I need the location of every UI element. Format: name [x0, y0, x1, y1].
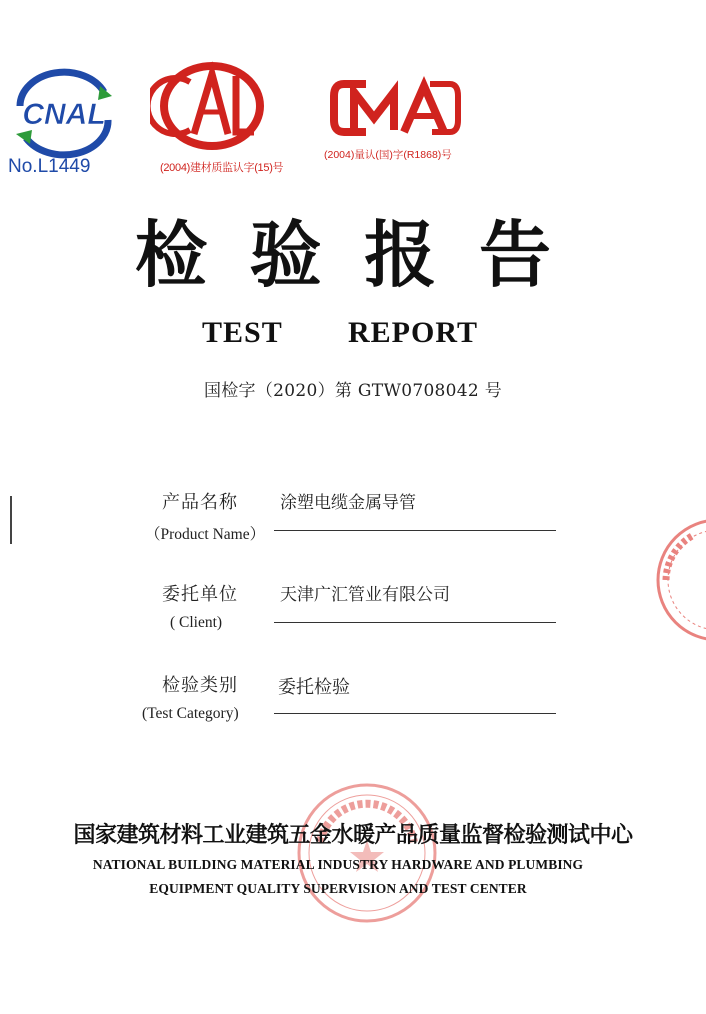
field-value: 涂塑电缆金属导管	[280, 493, 416, 513]
report-title-english-test: TEST	[202, 316, 283, 349]
official-seal-icon	[296, 782, 438, 924]
cnal-emblem-icon	[4, 66, 124, 166]
field-client	[0, 580, 706, 640]
field-product-name	[0, 488, 706, 548]
title-char-2: 验	[249, 212, 322, 297]
organization-name-chinese: 国家建筑材料工业建筑五金水暖产品质量监督检验测试中心	[73, 823, 633, 848]
title-char-3: 报	[364, 212, 437, 297]
organization-name-english-line-2: EQUIPMENT QUALITY SUPERVISION AND TEST CENTER	[149, 881, 527, 896]
official-seal-partial-icon	[652, 516, 706, 646]
cal-emblem-icon	[150, 60, 280, 160]
report-number: 国检字（2020）第 GTW0708042 号	[203, 381, 503, 401]
field-label-chinese: 委托单位	[162, 584, 238, 605]
field-underline	[274, 530, 556, 531]
organization-name-english-line-1: NATIONAL BUILDING MATERIAL INDUSTRY HARDWARE AND PLUMBING	[92, 857, 584, 872]
report-title-chinese	[128, 212, 558, 298]
title-char-4: 告	[478, 212, 551, 297]
title-char-1: 检	[134, 212, 207, 297]
report-title-english-report: REPORT	[348, 316, 478, 349]
field-label-english: （Product Name）	[145, 526, 266, 543]
field-test-category	[0, 671, 706, 731]
field-underline	[274, 713, 556, 714]
cnal-accreditation-number: No.L1449	[8, 156, 91, 177]
field-underline	[274, 622, 556, 623]
cma-emblem-icon	[320, 72, 470, 152]
cal-accreditation-number: (2004)建材质监认字(15)号	[160, 162, 284, 174]
field-label-chinese: 检验类别	[162, 675, 238, 696]
svg-text:CNAL: CNAL	[22, 98, 106, 131]
cma-accreditation-number: (2004)量认(国)字(R1868)号	[324, 149, 452, 161]
field-label-english: ( Client)	[170, 614, 223, 631]
field-value: 天津广汇管业有限公司	[280, 585, 450, 605]
field-label-english: (Test Category)	[142, 705, 239, 722]
field-label-chinese: 产品名称	[162, 492, 238, 513]
field-value: 委托检验	[278, 677, 350, 698]
